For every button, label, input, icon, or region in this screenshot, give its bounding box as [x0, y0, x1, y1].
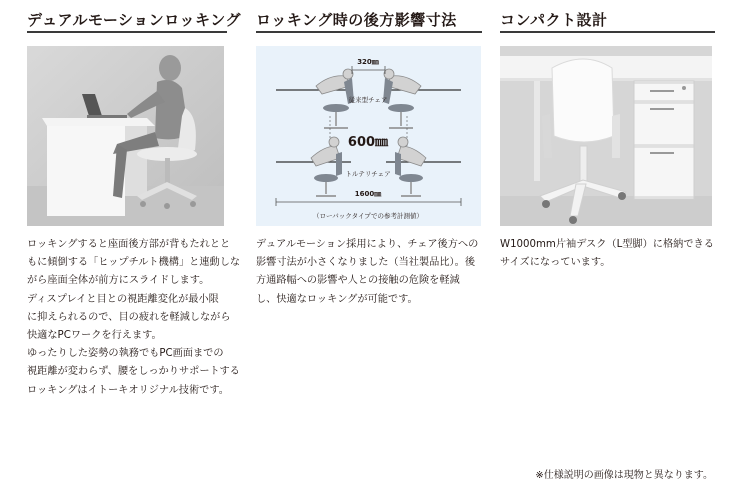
title-rule — [256, 31, 482, 33]
section-rear-dimension — [256, 0, 482, 305]
body-line: デュアルモーション採用により、チェア後方への — [256, 239, 479, 250]
rocking-dimension-diagram — [256, 46, 481, 226]
body-line: ゆったりした姿勢の執務でもPC画面までの — [27, 348, 224, 360]
section-title: ロッキング時の後方影響寸法 — [256, 11, 457, 29]
body-line: し、快適なロッキングが可能です。 — [256, 293, 418, 305]
body-line: がら座面全体が前方にスライドします。 — [27, 275, 210, 287]
chair-under-desk-photo — [500, 46, 712, 226]
dim-600-label: 600㎜ — [347, 135, 389, 150]
person-at-desk-photo — [27, 46, 224, 226]
section-body — [256, 236, 478, 309]
body-line: 視距離が変わらず、腰をしっかりサポートする — [27, 366, 240, 378]
body-line: もに傾倒する「ヒップチルト機構」と連動しな — [27, 257, 241, 269]
section-title: コンパクト設計 — [500, 11, 608, 29]
conventional-chair-label: 従来型チェア — [348, 96, 388, 104]
body-line: ロッキングはイトーキオリジナル技術です。 — [27, 384, 229, 396]
body-line: に抑えられるので、目の疲れを軽減しながら — [27, 311, 231, 323]
section-dual-motion — [27, 0, 242, 396]
body-line: サイズになっています。 — [500, 257, 611, 269]
body-line: ディスプレイと目との視距離変化が最小限 — [27, 293, 219, 305]
diagram-caption: （ローバックタイプでの参考計測値） — [313, 212, 423, 220]
dim-1600-label: 1600㎜ — [354, 190, 382, 198]
section-body — [500, 236, 714, 272]
section-title: デュアルモーションロッキング — [27, 11, 242, 29]
trutelli-chair-label: トルテリチェア — [345, 170, 391, 178]
body-line: 方通路幅への影響や人との接触の危険を軽減 — [256, 275, 460, 287]
body-line: ロッキングすると座面後方部が背もたれとと — [27, 239, 231, 250]
body-line: 快適なPCワークを行えます。 — [27, 330, 162, 342]
title-rule — [27, 31, 227, 33]
section-compact-design — [500, 0, 715, 269]
body-line: W1000mm片袖デスク（L型脚）に格納できる — [500, 239, 714, 250]
section-body — [27, 236, 240, 400]
footnote: ※仕様説明の画像は現物と異なります。 — [535, 470, 713, 481]
dim-320-label: 320㎜ — [357, 58, 379, 66]
body-line: 影響寸法が小さくなりました（当社製品比）。後 — [256, 257, 476, 269]
title-rule — [500, 31, 715, 33]
